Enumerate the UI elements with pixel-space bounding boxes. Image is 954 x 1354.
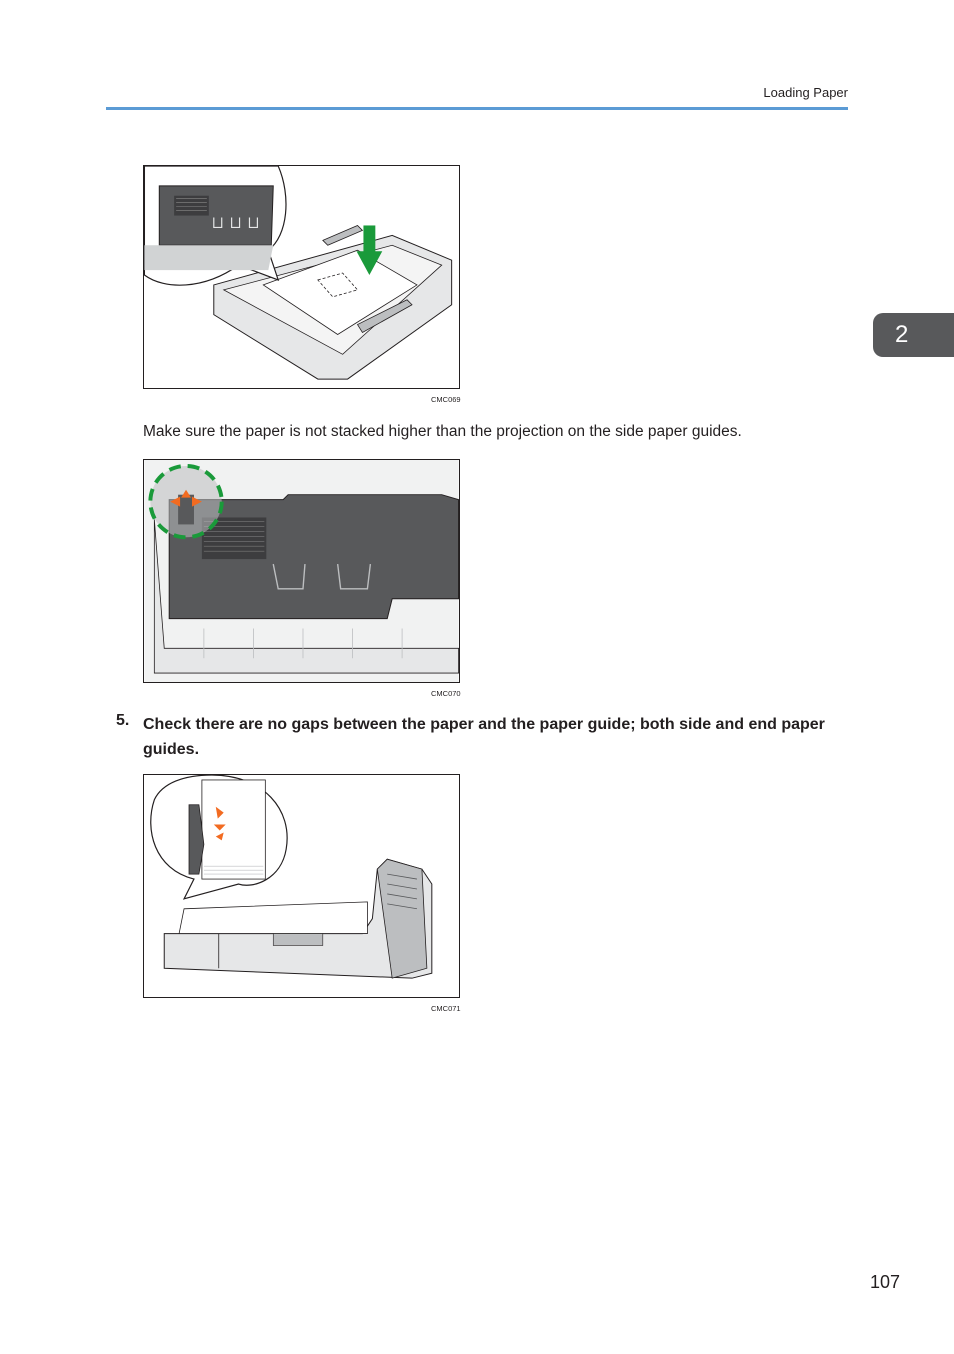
figure-end-guide-gap (143, 774, 460, 998)
figure-paper-tray-loading (143, 165, 460, 389)
step-number: 5. (116, 712, 130, 729)
side-guide-closeup-illustration (144, 460, 459, 682)
end-guide-closeup-illustration (144, 775, 459, 997)
paper-tray-illustration (144, 166, 459, 388)
figure-code: CMC070 (431, 689, 461, 698)
header-rule (106, 107, 848, 110)
chapter-tab (873, 313, 954, 357)
figure-code: CMC069 (431, 395, 461, 404)
figure-side-guide-limit (143, 459, 460, 683)
chapter-number: 2 (895, 321, 909, 348)
header-section-title: Loading Paper (763, 85, 848, 100)
page-number: 107 (869, 1272, 900, 1292)
step-text: Check there are no gaps between the paper and the paper guide; both side and end paper guides. (143, 716, 825, 758)
figure-code: CMC071 (431, 1004, 461, 1013)
note-text: Make sure the paper is not stacked higher than the projection on the side paper guides. (143, 423, 742, 440)
